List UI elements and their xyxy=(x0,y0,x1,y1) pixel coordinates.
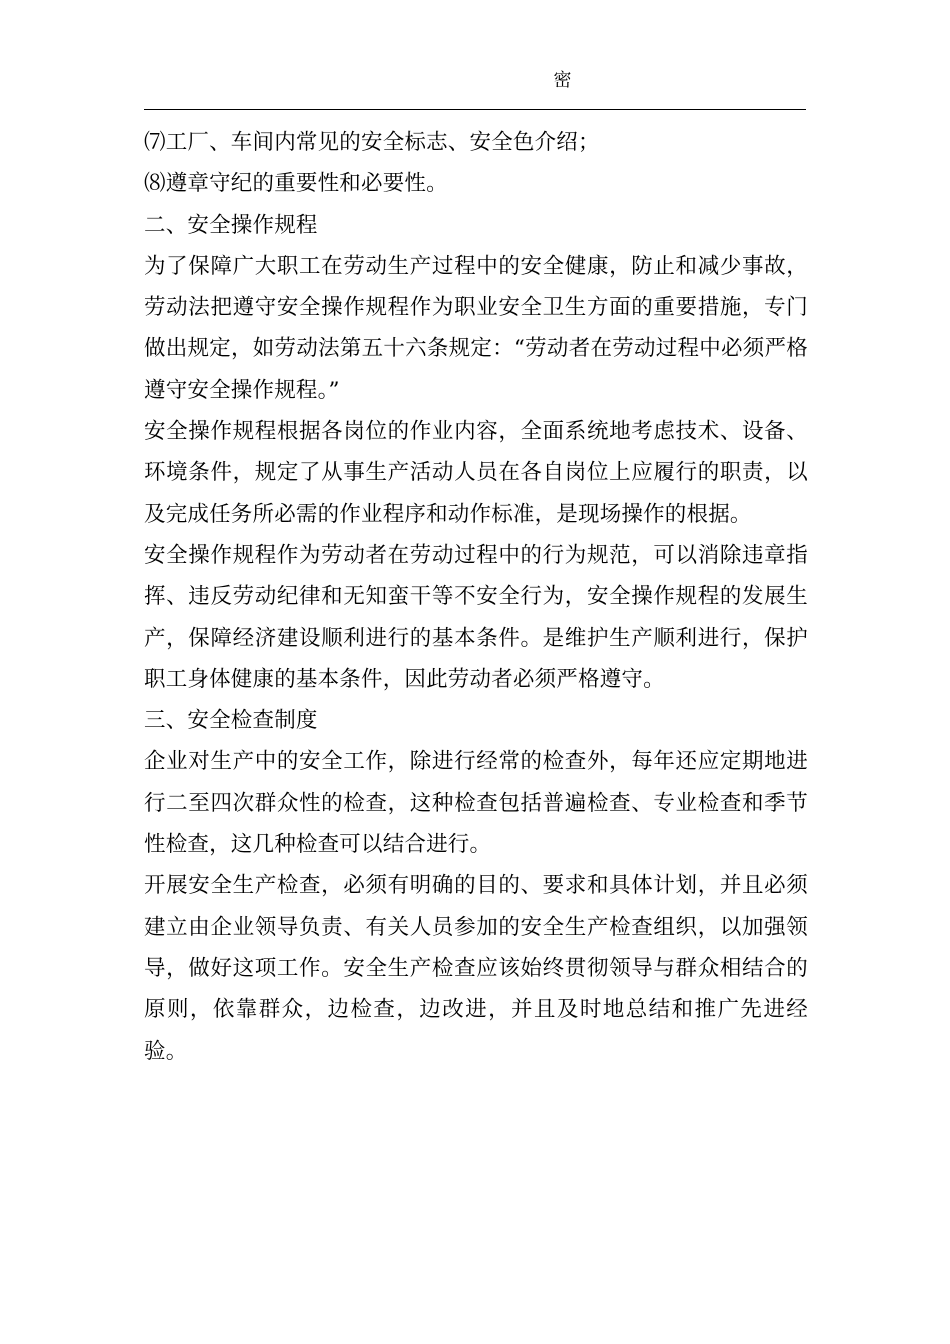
section-heading-inspection-system: 三、安全检查制度 xyxy=(144,708,318,734)
header-rule xyxy=(144,109,806,110)
list-item-7: ⑺工厂、车间内常见的安全标志、安全色介绍； xyxy=(144,130,600,155)
paragraph: 为了保障广大职工在劳动生产过程中的安全健康，防止和减少事故，劳动法把遵守安全操作规程作为职业安全卫生方面的重要措施，专门做出规定，如劳动法第五十六条规定：“劳动者在劳动过程中必须严格遵守安全操作规程。” xyxy=(144,253,808,403)
paragraph: 开展安全生产检查，必须有明确的目的、要求和具体计划，并且必须建立由企业领导负责、有关人员参加的安全生产检查组织，以加强领导，做好这项工作。安全生产检查应该始终贯彻领导与群众相结合的原则，依靠群众，边检查，边改进，并且及时地总结和推广先进经验。 xyxy=(144,873,808,1064)
document-body xyxy=(144,122,808,1072)
paragraph: 企业对生产中的安全工作，除进行经常的检查外，每年还应定期地进行二至四次群众性的检查，这种检查包括普遍检查、专业检查和季节性检查，这几种检查可以结合进行。 xyxy=(144,749,808,858)
page-header xyxy=(0,70,950,92)
paragraph: 安全操作规程作为劳动者在劳动过程中的行为规范，可以消除违章指挥、违反劳动纪律和无知蛮干等不安全行为，安全操作规程的发展生产，保障经济建设顺利进行的基本条件。是维护生产顺利进行，保护职工身体健康的基本条件，因此劳动者必须严格遵守。 xyxy=(144,542,808,692)
header-text: 密 xyxy=(553,70,572,91)
section-heading-operating-rules: 二、安全操作规程 xyxy=(144,212,318,238)
list-item-8: ⑻遵章守纪的重要性和必要性。 xyxy=(144,171,448,197)
paragraph: 安全操作规程根据各岗位的作业内容，全面系统地考虑技术、设备、环境条件，规定了从事生产活动人员在各自岗位上应履行的职责，以及完成任务所必需的作业程序和动作标准，是现场操作的根据。 xyxy=(144,419,808,527)
